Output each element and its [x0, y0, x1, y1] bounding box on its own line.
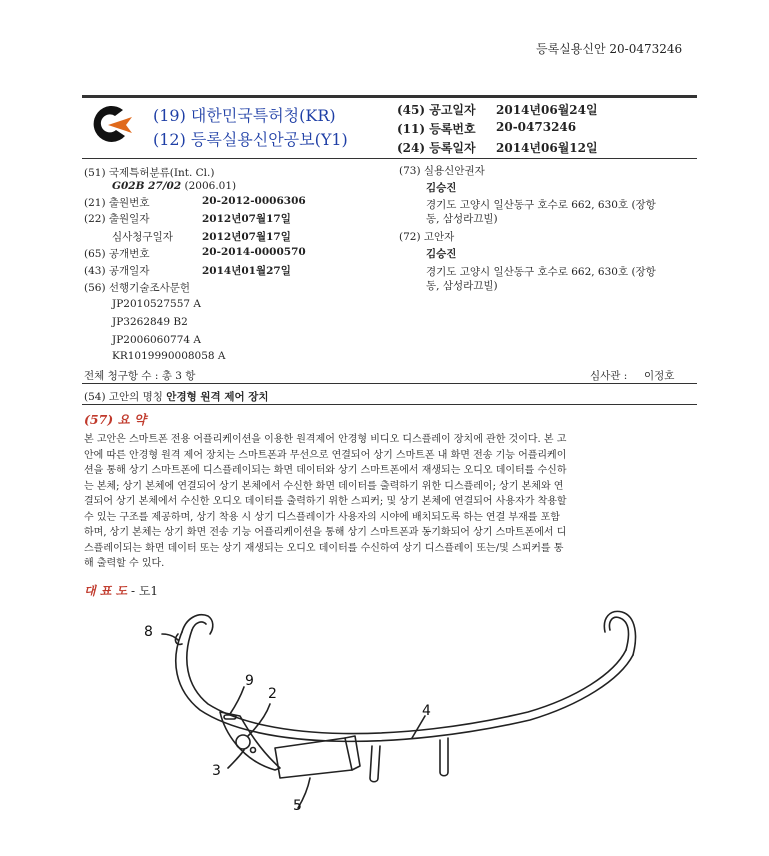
- left-ear-hook: [182, 615, 213, 634]
- prior-art-label: (56) 선행기술조사문헌: [84, 282, 191, 294]
- left-ear-hook-inner: [192, 622, 206, 630]
- display-panel: [275, 738, 352, 778]
- abstract-line: 결되어 상기 본체에서 수신한 오디오 데이터를 출력하기 위한 스피커; 및 상기 본체에 연결되어 사용자가 착용할: [84, 496, 567, 507]
- owner-address-line2: 동, 삼성라끄빌): [426, 213, 498, 225]
- prior-doc: JP2006060774 A: [112, 334, 201, 346]
- claims-count: 전체 청구항 수 : 총 3 항: [84, 370, 196, 382]
- sensor-dot: [251, 748, 256, 753]
- owner-label: (73) 실용신안권자: [399, 165, 485, 177]
- prior-doc: JP3262849 B2: [112, 316, 188, 328]
- title-label: (54) 고안의 명칭: [84, 391, 163, 403]
- abstract-line: 션을 통해 상기 스마트폰에 디스플레이되는 화면 데이터와 상기 스마트폰에서 재생되는 오디오 데이터를 수신하: [84, 465, 567, 476]
- exam-request-label: 심사청구일자: [112, 231, 173, 243]
- ipc-year: (2006.01): [184, 180, 237, 192]
- open-date-label: (43) 공개일자: [84, 265, 150, 277]
- glasses-drawing: [140, 600, 640, 816]
- abstract-line: 는 본체; 상기 본체에 연결되어 상기 본체에서 수신한 화면 데이터를 출력하기 위한 디스플레이; 상기 본체와 연: [84, 480, 564, 492]
- device-title: 안경형 원격 제어 장치: [166, 391, 269, 403]
- leader-3: [228, 750, 244, 768]
- camera-lens: [236, 735, 250, 749]
- prior-doc: KR1019990008058 A: [112, 350, 226, 362]
- abstract-line: 스플레이되는 화면 데이터 또는 상기 재생되는 오디오 데이터를 수신하여 상기 디스플레이 또는/및 스피커를 통: [84, 542, 564, 554]
- rep-figure-line: [84, 582, 158, 599]
- ref-numeral: 2: [268, 686, 277, 702]
- owner-name: 김승진: [426, 182, 457, 194]
- abstract-line: 해 출력할 수 있다.: [84, 558, 165, 569]
- prior-doc: JP2010527557 A: [112, 298, 201, 310]
- ipc-label: (51) 국제특허분류(Int. Cl.): [84, 167, 215, 179]
- ref-numeral: 3: [212, 763, 221, 779]
- ref-numeral: 4: [422, 703, 431, 719]
- kipo-logo-icon: [86, 102, 138, 148]
- abstract-line: 본 고안은 스마트폰 전용 어플리케이션을 이용한 원격제어 안경형 비디오 디스플레이 장치에 관한 것이다. 본 고: [84, 434, 567, 445]
- rep-figure-label: 대 표 도: [84, 584, 128, 598]
- right-nose-pad: [440, 738, 448, 776]
- app-date-label: (22) 출원일자: [84, 213, 150, 225]
- ipc-classification: [112, 180, 236, 192]
- pub-date-value: 2014년06월24일: [496, 103, 598, 117]
- title-rule: [82, 404, 697, 405]
- right-ear-hook: [609, 617, 628, 650]
- rep-figure-value: - 도1: [130, 584, 159, 598]
- reg-number-label: (11) 등록번호: [397, 122, 476, 136]
- pub-number-label: (65) 공개번호: [84, 248, 150, 260]
- designer-label: (72) 고안자: [399, 231, 455, 243]
- ipc-code: G02B 27/02: [112, 180, 182, 192]
- gazette-title: (12) 등록실용신안공보(Y1): [153, 130, 348, 149]
- pub-number-value: 20-2014-0000570: [202, 246, 306, 258]
- reg-number-value: 20-0473246: [496, 120, 577, 134]
- ref-numeral: 9: [245, 673, 254, 689]
- abstract-heading: (57) 요 약: [84, 412, 147, 427]
- title-line: [84, 389, 269, 404]
- header-bottom-rule: [82, 158, 697, 159]
- app-date-value: 2012년07월17일: [202, 213, 291, 225]
- open-date-value: 2014년01월27일: [202, 265, 291, 277]
- doc-number: 등록실용신안 20-0473246: [536, 42, 683, 56]
- app-number-value: 20-2012-0006306: [202, 195, 306, 207]
- abstract-line: 하며, 상기 본체는 상기 화면 전송 기능 어플리케이션을 통해 상기 스마트폰과 동기화되어 상기 스마트폰에서 디: [84, 527, 567, 538]
- designer-address-line2: 동, 삼성라끄빌): [426, 280, 498, 292]
- designer-name: 김승진: [426, 248, 457, 260]
- leader-4: [412, 716, 425, 738]
- examiner: 심사관 : 이정호: [590, 370, 675, 382]
- left-nose-pad: [370, 746, 380, 782]
- exam-request-value: 2012년07월17일: [202, 231, 291, 243]
- abstract-line: 안에 따른 안경형 원격 제어 장치는 스마트폰과 무선으로 연결되어 상기 스마트폰 내 화면 전송 기능 어플리케이: [84, 449, 567, 461]
- office-title: (19) 대한민국특허청(KR): [153, 106, 336, 125]
- designer-address-line1: 경기도 고양시 일산동구 호수로 662, 630호 (장항: [426, 266, 656, 278]
- reg-date-label: (24) 등록일자: [397, 141, 476, 155]
- leader-9: [230, 687, 244, 714]
- header-top-rule: [82, 95, 697, 98]
- abstract-line: 수 있는 구조를 제공하며, 상기 착용 시 상기 디스플레이가 사용자의 시야에 배치되도록 하는 연결 부재를 포함: [84, 511, 560, 523]
- claims-rule: [82, 383, 697, 384]
- ref-numeral: 8: [144, 624, 153, 640]
- app-number-label: (21) 출원번호: [84, 197, 150, 209]
- ref-numeral: 5: [293, 798, 302, 814]
- pub-date-label: (45) 공고일자: [397, 103, 476, 117]
- abstract-body: [84, 432, 698, 572]
- owner-address-line1: 경기도 고양시 일산동구 호수로 662, 630호 (장항: [426, 199, 656, 211]
- reg-date-value: 2014년06월12일: [496, 141, 598, 155]
